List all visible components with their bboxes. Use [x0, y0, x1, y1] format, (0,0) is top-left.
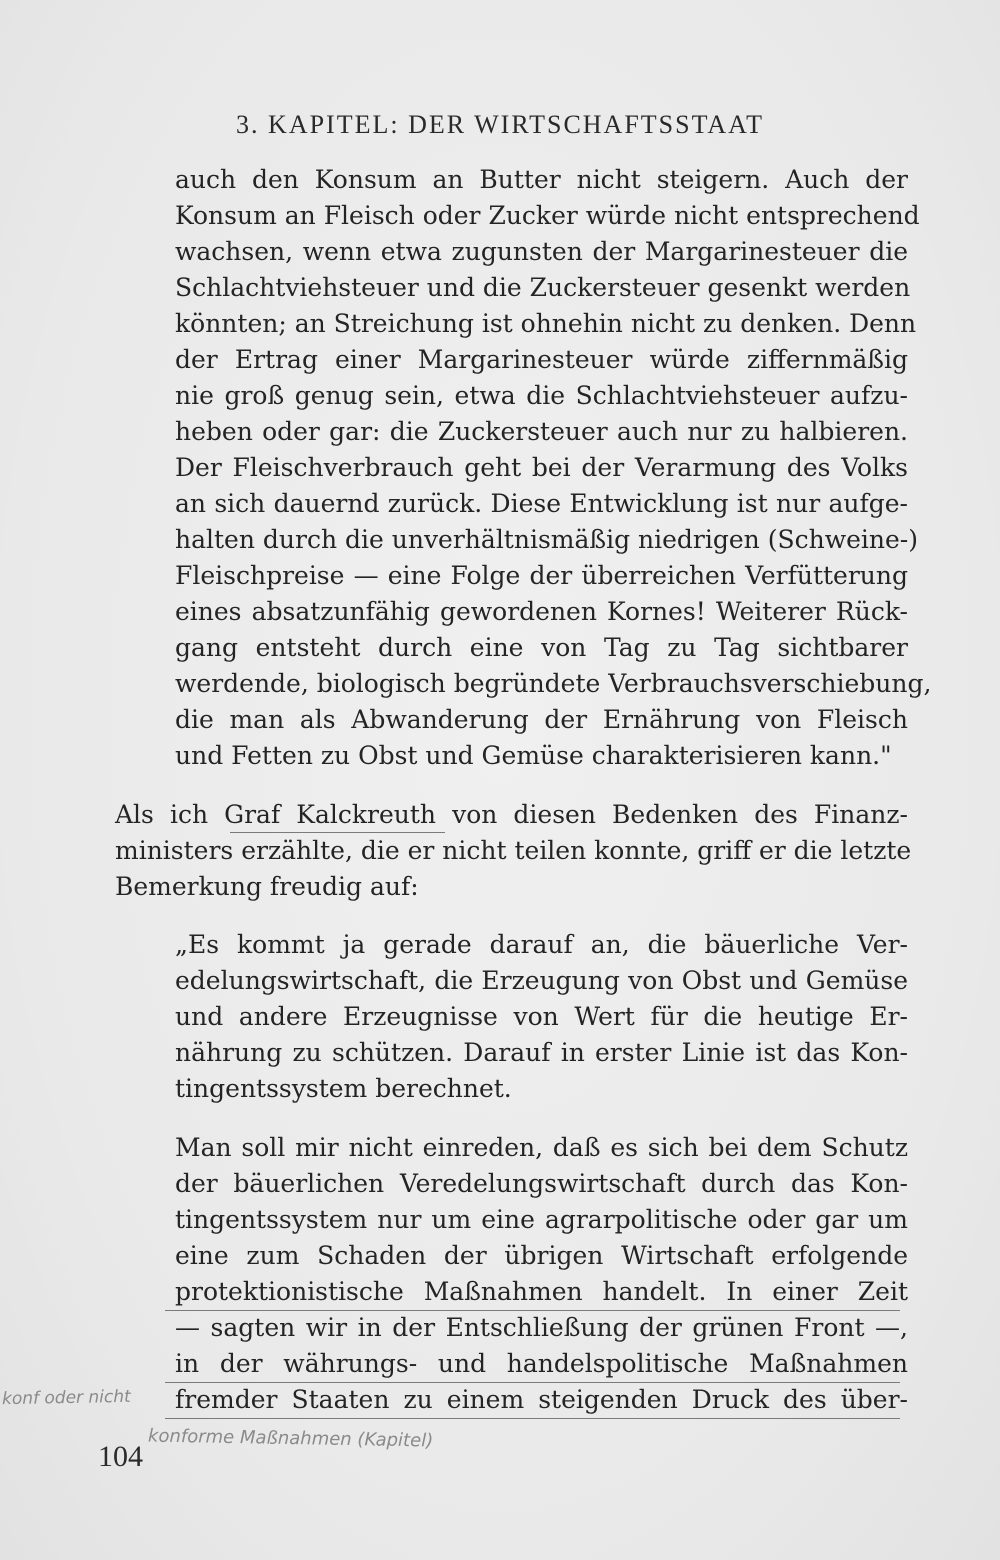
text-line: der Ertrag einer Margarinesteuer würde ziffernmäßig — [175, 345, 908, 374]
text-line: eine zum Schaden der übrigen Wirtschaft erfolgende — [175, 1241, 908, 1270]
text-line: werdende, biologisch begründete Verbrauchsverschiebung, — [175, 669, 932, 698]
text-line: protektionistische Maßnahmen handelt. In einer Zeit — [175, 1277, 908, 1306]
handwritten-bottom-note: konforme Maßnahmen (Kapitel) — [147, 1425, 434, 1452]
text-line: könnten; an Streichung ist ohnehin nicht zu denken. Denn — [175, 309, 917, 338]
text-line: Der Fleischverbrauch geht bei der Verarmung des Volks — [175, 453, 908, 482]
text-line: halten durch die unverhältnismäßig niedrigen (Schweine-) — [175, 525, 918, 554]
text-line: Bemerkung freudig auf: — [115, 872, 419, 901]
text-line: die man als Abwanderung der Ernährung von Fleisch — [175, 705, 908, 734]
text-line: der bäuerlichen Veredelungswirtschaft durch das Kon- — [175, 1169, 908, 1198]
text-line: „Es kommt ja gerade darauf an, die bäuerliche Ver- — [175, 930, 908, 959]
text-line: tingentssystem nur um eine agrarpolitische oder gar um — [175, 1205, 908, 1234]
text-line: edelungswirtschaft, die Erzeugung von Obst und Gemüse — [175, 966, 908, 995]
text-line: und andere Erzeugnisse von Wert für die heutige Er- — [175, 1002, 908, 1031]
text-line: tingentssystem berechnet. — [175, 1074, 512, 1103]
text-line: Man soll mir nicht einreden, daß es sich bei dem Schutz — [175, 1133, 908, 1162]
text-line: nie groß genug sein, etwa die Schlachtviehsteuer aufzu- — [175, 381, 908, 410]
text-line: fremder Staaten zu einem steigenden Druck des über- — [175, 1385, 908, 1414]
text-line: an sich dauernd zurück. Diese Entwicklung ist nur aufge- — [175, 489, 908, 518]
page-number: 104 — [98, 1440, 143, 1473]
text-line: heben oder gar: die Zuckersteuer auch nur zu halbieren. — [175, 417, 908, 446]
text-line: — sagten wir in der Entschließung der grünen Front —, — [175, 1313, 908, 1342]
text-line: nährung zu schützen. Darauf in erster Linie ist das Kon- — [175, 1038, 908, 1067]
pencil-underline — [165, 1382, 900, 1383]
running-head: 3. KAPITEL: DER WIRTSCHAFTSSTAAT — [236, 110, 764, 139]
text-line: Schlachtviehsteuer und die Zuckersteuer gesenkt werden — [175, 273, 911, 302]
pencil-underline — [165, 1418, 900, 1419]
text-line: Konsum an Fleisch oder Zucker würde nicht entsprechend — [175, 201, 920, 230]
text-line: wachsen, wenn etwa zugunsten der Margarinesteuer die — [175, 237, 908, 266]
text-line: in der währungs- und handelspolitische Maßnahmen — [175, 1349, 908, 1378]
text-line: auch den Konsum an Butter nicht steigern. Auch der — [175, 165, 908, 194]
text-line: eines absatzunfähig gewordenen Kornes! Weiterer Rück- — [175, 597, 908, 626]
text-line: und Fetten zu Obst und Gemüse charakterisieren kann." — [175, 741, 892, 770]
pencil-underline — [165, 1310, 900, 1311]
text-line: ministers erzählte, die er nicht teilen konnte, griff er die letzte — [115, 836, 912, 865]
handwritten-margin-note: konf oder nicht — [1, 1386, 131, 1410]
text-line: Fleischpreise — eine Folge der überreichen Verfütterung — [175, 561, 908, 590]
text-line: Als ich Graf Kalckreuth von diesen Bedenken des Finanz- — [115, 800, 908, 829]
pencil-underline — [230, 832, 445, 833]
text-line: gang entsteht durch eine von Tag zu Tag sichtbarer — [175, 633, 908, 662]
